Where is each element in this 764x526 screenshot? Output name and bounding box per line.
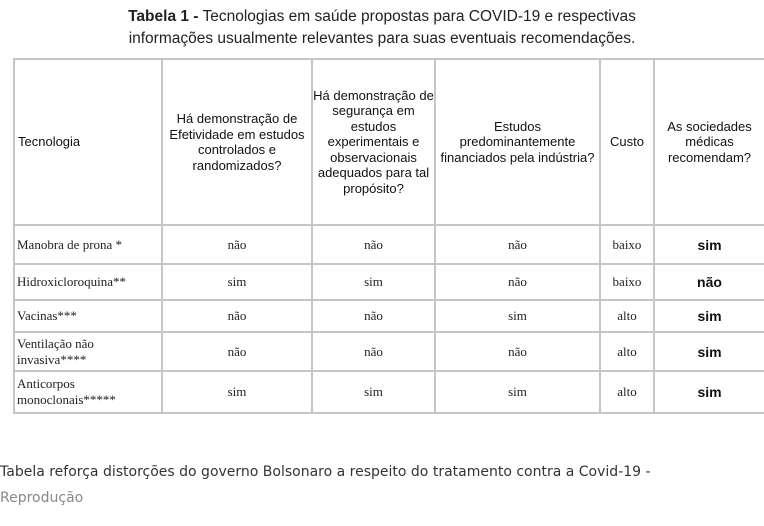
cell-technology: Ventilação não invasiva****	[14, 332, 162, 371]
cell-industry-funded: não	[435, 332, 600, 371]
cell-recommendation: não	[654, 264, 764, 300]
title-label: Tabela 1 -	[128, 8, 199, 25]
cell-effectiveness: não	[162, 300, 312, 332]
header-cost: Custo	[600, 59, 654, 225]
title-line-2: informações usualmente relevantes para suas eventuais recomendações.	[128, 30, 636, 47]
caption-text: Tabela reforça distorções do governo Bolsonaro a respeito do tratamento contra a Covid-19 -	[0, 464, 651, 480]
technologies-table	[13, 58, 764, 414]
cell-cost: alto	[600, 300, 654, 332]
cell-effectiveness: não	[162, 225, 312, 264]
cell-effectiveness: não	[162, 332, 312, 371]
cell-technology: Anticorpos monoclonais*****	[14, 371, 162, 413]
cell-safety: sim	[312, 264, 435, 300]
table-row	[14, 225, 764, 264]
cell-recommendation: sim	[654, 332, 764, 371]
cell-recommendation: sim	[654, 300, 764, 332]
cell-effectiveness: sim	[162, 371, 312, 413]
cell-recommendation: sim	[654, 371, 764, 413]
caption-credit: Reprodução	[0, 490, 84, 506]
cell-effectiveness: sim	[162, 264, 312, 300]
title-text: Tecnologias em saúde propostas para COVID-19 e respectivas	[202, 8, 636, 25]
cell-technology: Manobra de prona *	[14, 225, 162, 264]
header-safety: Há demonstração de segurança em estudos experimentais e observacionais adequados para tal propósito?	[312, 59, 435, 225]
table-row	[14, 300, 764, 332]
cell-industry-funded: não	[435, 264, 600, 300]
cell-cost: alto	[600, 332, 654, 371]
cell-technology: Vacinas***	[14, 300, 162, 332]
cell-industry-funded: não	[435, 225, 600, 264]
cell-technology: Hidroxicloroquina**	[14, 264, 162, 300]
title-line-1	[0, 6, 764, 28]
cell-safety: não	[312, 300, 435, 332]
header-row	[14, 59, 764, 225]
table-row	[14, 371, 764, 413]
cell-cost: baixo	[600, 264, 654, 300]
cell-safety: não	[312, 332, 435, 371]
header-recommendation: As sociedades médicas recomendam?	[654, 59, 764, 225]
cell-cost: baixo	[600, 225, 654, 264]
header-technology: Tecnologia	[14, 59, 162, 225]
cell-industry-funded: sim	[435, 371, 600, 413]
table-row	[14, 332, 764, 371]
header-effectiveness: Há demonstração de Efetividade em estudos controlados e randomizados?	[162, 59, 312, 225]
cell-safety: sim	[312, 371, 435, 413]
table-row	[14, 264, 764, 300]
header-industry-funded: Estudos predominantemente financiados pela indústria?	[435, 59, 600, 225]
cell-safety: não	[312, 225, 435, 264]
cell-cost: alto	[600, 371, 654, 413]
cell-recommendation: sim	[654, 225, 764, 264]
image-caption	[0, 459, 764, 511]
table-title	[0, 6, 764, 50]
cell-industry-funded: sim	[435, 300, 600, 332]
